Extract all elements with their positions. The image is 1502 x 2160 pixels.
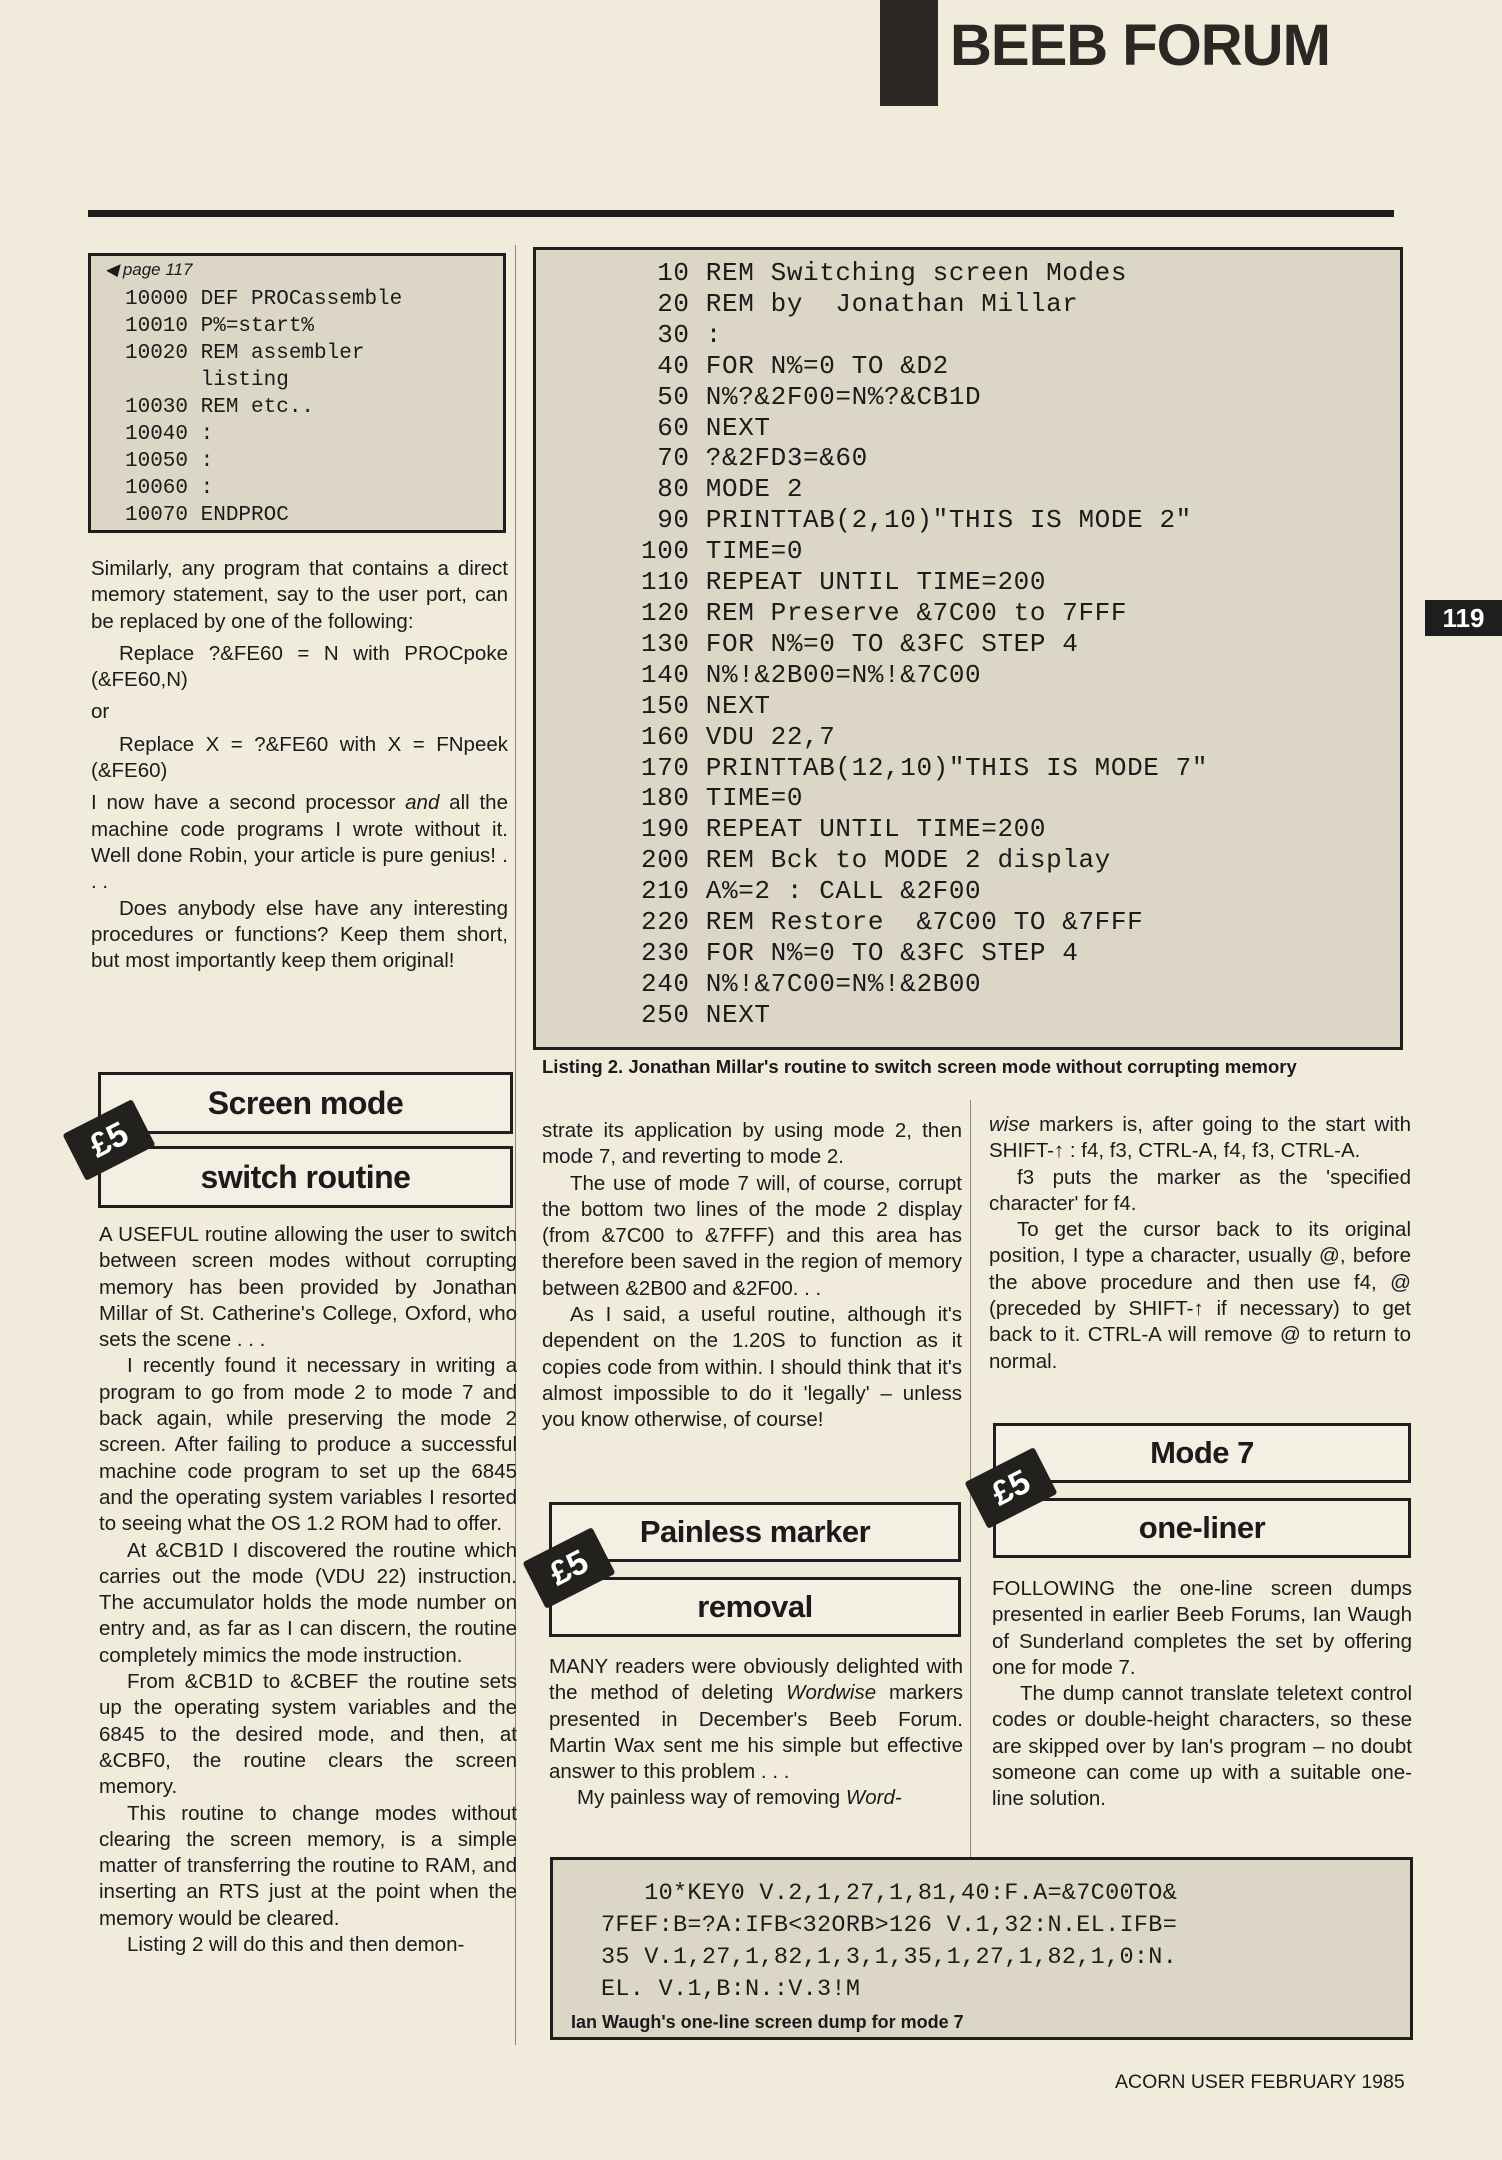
- paragraph: From &CB1D to &CBEF the routine sets up the operating system variables and the 6845 to the desired mode, and then, at &CBF0, the routine clears the screen memory.: [99, 1670, 517, 1799]
- prize-badge: £5: [62, 1099, 155, 1181]
- arrow-left-icon: ◀: [105, 260, 119, 279]
- listing-caption: Ian Waugh's one-line screen dump for mode 7: [571, 2012, 964, 2032]
- text-run: MANY readers were obviously delighted with the method of deleting: [549, 1655, 963, 1705]
- article-heading-line2: switch routine: [98, 1146, 513, 1208]
- listing-caption: Listing 2. Jonathan Millar's routine to switch screen mode without corrupting memory: [542, 1056, 1297, 1077]
- paragraph: strate its application by using mode 2, then mode 7, and reverting to mode 2.: [542, 1119, 962, 1169]
- text-run: Wordwise: [786, 1681, 877, 1705]
- article-heading-line2: removal: [549, 1577, 961, 1637]
- text-run: wise: [989, 1113, 1031, 1136]
- paragraph: I recently found it necessary in writing a program to go from mode 2 to mode 7 and back again, while preserving the mode 2 screen. After failing to produce a successful machine code program to set up the 6845 and the operating system variables I resorted to seeing what the OS 1.2 ROM had to offer.: [99, 1354, 517, 1536]
- prize-badge: £5: [964, 1447, 1057, 1529]
- article1-continued-text: [542, 1118, 962, 1434]
- paragraph: Replace X = ?&FE60 with X = FNpeek (&FE60): [91, 732, 508, 783]
- text-run: My painless way of removing: [577, 1786, 846, 1810]
- paragraph: To get the cursor back to its original position, I type a character, usually @, before the above procedure and then use f4, @ (preceded by SHIFT-↑ if necessary) to get back to it. CTRL-A will remove @ to return to normal.: [989, 1218, 1411, 1373]
- text-run: all the machine code programs I wrote without it. Well done Robin, your article is pure genius! . . .: [91, 791, 508, 894]
- header-bar: [880, 0, 938, 106]
- paragraph: This routine to change modes without clearing the screen memory, is a simple matter of transferring the routine to RAM, and inserting an RTS just at the point when the memory would be cleared.: [99, 1801, 517, 1930]
- column1-text: [91, 556, 508, 974]
- listing-2: [533, 247, 1403, 1050]
- page-reference: [105, 260, 192, 280]
- text-run: markers is, after going to the start with SHIFT-↑ : f4, f3, CTRL-A, f4, f3, CTRL-A.: [989, 1113, 1411, 1163]
- paragraph: Listing 2 will do this and then demon-: [127, 1933, 465, 1957]
- paragraph: At &CB1D I discovered the routine which carries out the mode (VDU 22) instruction. The accumulator holds the mode number on entry and, as far as I can discern, the routine completely mimics the mode instruction.: [99, 1538, 517, 1667]
- article-heading-line1: Mode 7: [993, 1423, 1411, 1483]
- paragraph: [549, 1654, 963, 1785]
- header-rule: [88, 210, 1394, 217]
- paragraph: Replace ?&FE60 = N with PROCpoke (&FE60,N): [91, 641, 508, 692]
- paragraph: FOLLOWING the one-line screen dumps presented in earlier Beeb Forums, Ian Waugh of Sunderland completes the set by offering one for mode 7.: [992, 1577, 1412, 1679]
- footer-text: ACORN USER FEBRUARY 1985: [1115, 2071, 1405, 2093]
- listing-code: 10*KEY0 V.2,1,27,1,81,40:F.A=&7C00TO& 7FEF:B=?A:IFB<32ORB>126 V.1,32:N.EL.IFB= 35 V.1,27,1,82,1,3,1,35,1,27,1,82,1,0:N. EL. V.1,B:N.:V.3!M: [601, 1880, 1178, 2003]
- listing-code: 10 REM Switching screen Modes 20 REM by Jonathan Millar 30 : 40 FOR N%=0 TO &D2 50 N%?&2F00=N%?&CB1D 60 NEXT 70 ?&2FD3=&60 80 MODE 2 90 PRINTTAB(2,10)"THIS IS MODE 2" 100 TIME=0 110 REPEAT UNTIL TIME=200 120 REM Preserve &7C00 to 7FFF 130 FOR N%=0 TO &3FC STEP 4 140 N%!&2B00=N%!&7C00 150 NEXT 160 VDU 22,7 170 PRINTTAB(12,10)"THIS IS MODE 7" 180 TIME=0 190 REPEAT UNTIL TIME=200 200 REM Bck to MODE 2 display 210 A%=2 : CALL &2F00 220 REM Restore &7C00 TO &7FFF 230 FOR N%=0 TO &3FC STEP 4 240 N%!&7C00=N%!&2B00 250 NEXT: [641, 258, 1209, 1030]
- paragraph: [91, 790, 508, 895]
- paragraph: [989, 1112, 1411, 1165]
- paragraph: or: [91, 700, 110, 724]
- prize-badge: £5: [522, 1527, 615, 1609]
- paragraph: f3 puts the marker as the 'specified character' for f4.: [989, 1165, 1411, 1215]
- paragraph: As I said, a useful routine, although it's dependent on the 1.20S to function as it copies code from within. I should think that it's almost impossible to do it 'legally' – unless you know otherwise, of course!: [542, 1303, 962, 1432]
- text-run: Word-: [845, 1786, 902, 1810]
- article1-text: [99, 1222, 517, 1958]
- article-heading-line1: Painless marker: [549, 1502, 961, 1562]
- paragraph: A USEFUL routine allowing the user to switch between screen modes without corrupting memory has been provided by Jonathan Millar of St. Catherine's College, Oxford, who sets the scene . . .: [99, 1223, 517, 1352]
- continued-listing: [88, 253, 506, 533]
- oneliner-listing: [550, 1857, 1413, 2040]
- article3-text: [992, 1576, 1412, 1813]
- section-title: BEEB FORUM: [950, 13, 1330, 78]
- article2-continued-text: [989, 1112, 1411, 1375]
- text-run: markers presented in December's Beeb Forum. Martin Wax sent me his simple but effective answer to this problem . . .: [549, 1681, 963, 1784]
- text-run: and: [405, 791, 440, 815]
- page-reference-text: page 117: [122, 260, 193, 279]
- text-run: I now have a second processor: [91, 791, 406, 815]
- article-heading-line1: Screen mode: [98, 1072, 513, 1134]
- paragraph: The dump cannot translate teletext control codes or double-height characters, so these are skipped over by Ian's program – no doubt someone can come up with a suitable one-line solution.: [992, 1682, 1412, 1811]
- paragraph: Does anybody else have any interesting procedures or functions? Keep them short, but most importantly keep them original!: [91, 896, 508, 973]
- paragraph: Similarly, any program that contains a direct memory statement, say to the user port, can be replaced by one of the following:: [91, 557, 508, 633]
- article2-text: [549, 1654, 963, 1812]
- listing-code: 10000 DEF PROCassemble 10010 P%=start% 10020 REM assembler listing 10030 REM etc.. 10040 : 10050 : 10060 : 10070 ENDPROC: [125, 288, 403, 527]
- article-heading-line2: one-liner: [993, 1498, 1411, 1558]
- paragraph: [549, 1785, 963, 1811]
- paragraph: The use of mode 7 will, of course, corrupt the bottom two lines of the mode 2 display (from &7C00 to &7FFF) and this area has therefore been saved in the region of memory between &2B00 and &2F00. . .: [542, 1171, 962, 1300]
- page-number: 119: [1425, 600, 1502, 636]
